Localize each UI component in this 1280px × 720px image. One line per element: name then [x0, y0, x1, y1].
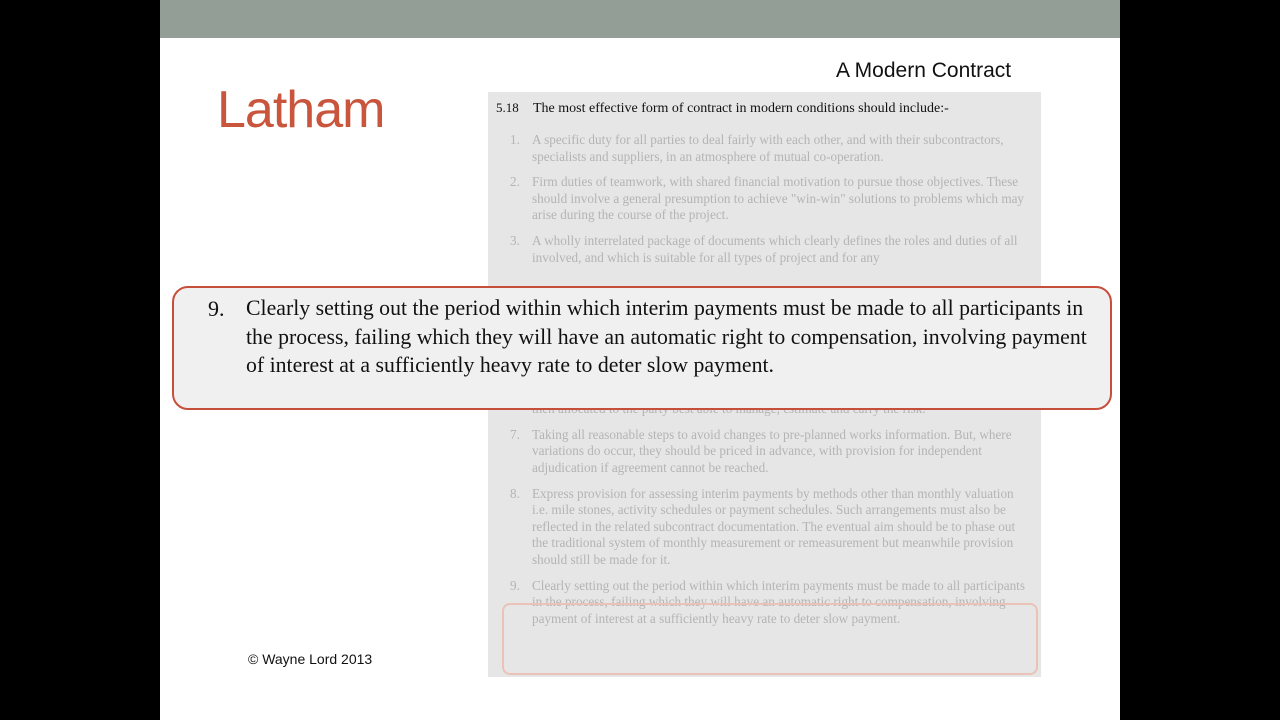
item-text: Clearly setting out the period within which interim payments must be made to all participants in the process, failing which they will have an automatic right to compensation, involving payment of interest at a sufficiently heavy rate to deter slow payment.: [532, 577, 1025, 626]
item-text: A specific duty for all parties to deal fairly with each other, and with their subcontractors, specialists and suppliers, in an atmosphere of mutual co-operation.: [532, 132, 1004, 164]
top-bar: [160, 0, 1120, 38]
callout-box: [172, 286, 1112, 410]
callout-number: 9.: [208, 296, 225, 321]
item-number: 8.: [510, 485, 520, 501]
section-number: 5.18: [496, 100, 519, 115]
list-item: [510, 233, 1030, 266]
section-heading-row: [496, 100, 949, 117]
item-number: 7.: [510, 426, 520, 442]
item-text: Express provision for assessing interim payments by methods other than monthly valuation i.e. mile stones, activity schedules or payment schedules. Such arrangements must also be reflected in the related subcontract documentation. The eventual aim should be to phase out the traditional system of monthly measurement or remeasurement but meanwhile provision should still be made for it.: [532, 485, 1016, 567]
list-item: [510, 427, 1030, 477]
item-9-highlight: [502, 603, 1038, 675]
item-number: 1.: [510, 132, 520, 147]
list-item: [510, 132, 1030, 165]
slide: [160, 0, 1120, 720]
item-text: Taking all reasonable steps to avoid changes to pre-planned works information. But, where variations do occur, they should be priced in advance, with provision for independent adjudication if agreement cannot be reached.: [532, 426, 1012, 475]
callout-text: Clearly setting out the period within which interim payments must be made to all participants in the process, failing which they will have an automatic right to compensation, involving payment of interest at a sufficiently heavy rate to deter slow payment.: [246, 296, 1087, 377]
document-header: A Modern Contract: [836, 59, 1012, 82]
item-number: 3.: [510, 232, 520, 248]
item-number: 9.: [510, 577, 520, 593]
copyright: © Wayne Lord 2013: [248, 651, 373, 667]
item-text: A wholly interrelated package of documents which clearly defines the roles and duties of all involved, and which is suitable for all types of project and for any: [532, 232, 1018, 265]
list-item: [510, 174, 1030, 224]
slide-title: Latham: [217, 81, 385, 139]
section-heading: The most effective form of contract in modern conditions should include:-: [533, 101, 949, 116]
list-item: [510, 486, 1030, 569]
item-text: Firm duties of teamwork, with shared financial motivation to pursue those objectives. These should involve a general presumption to achieve "win-win" solutions to problems which may arise during the course of the project.: [532, 174, 1025, 223]
item-number: 2.: [510, 174, 520, 190]
